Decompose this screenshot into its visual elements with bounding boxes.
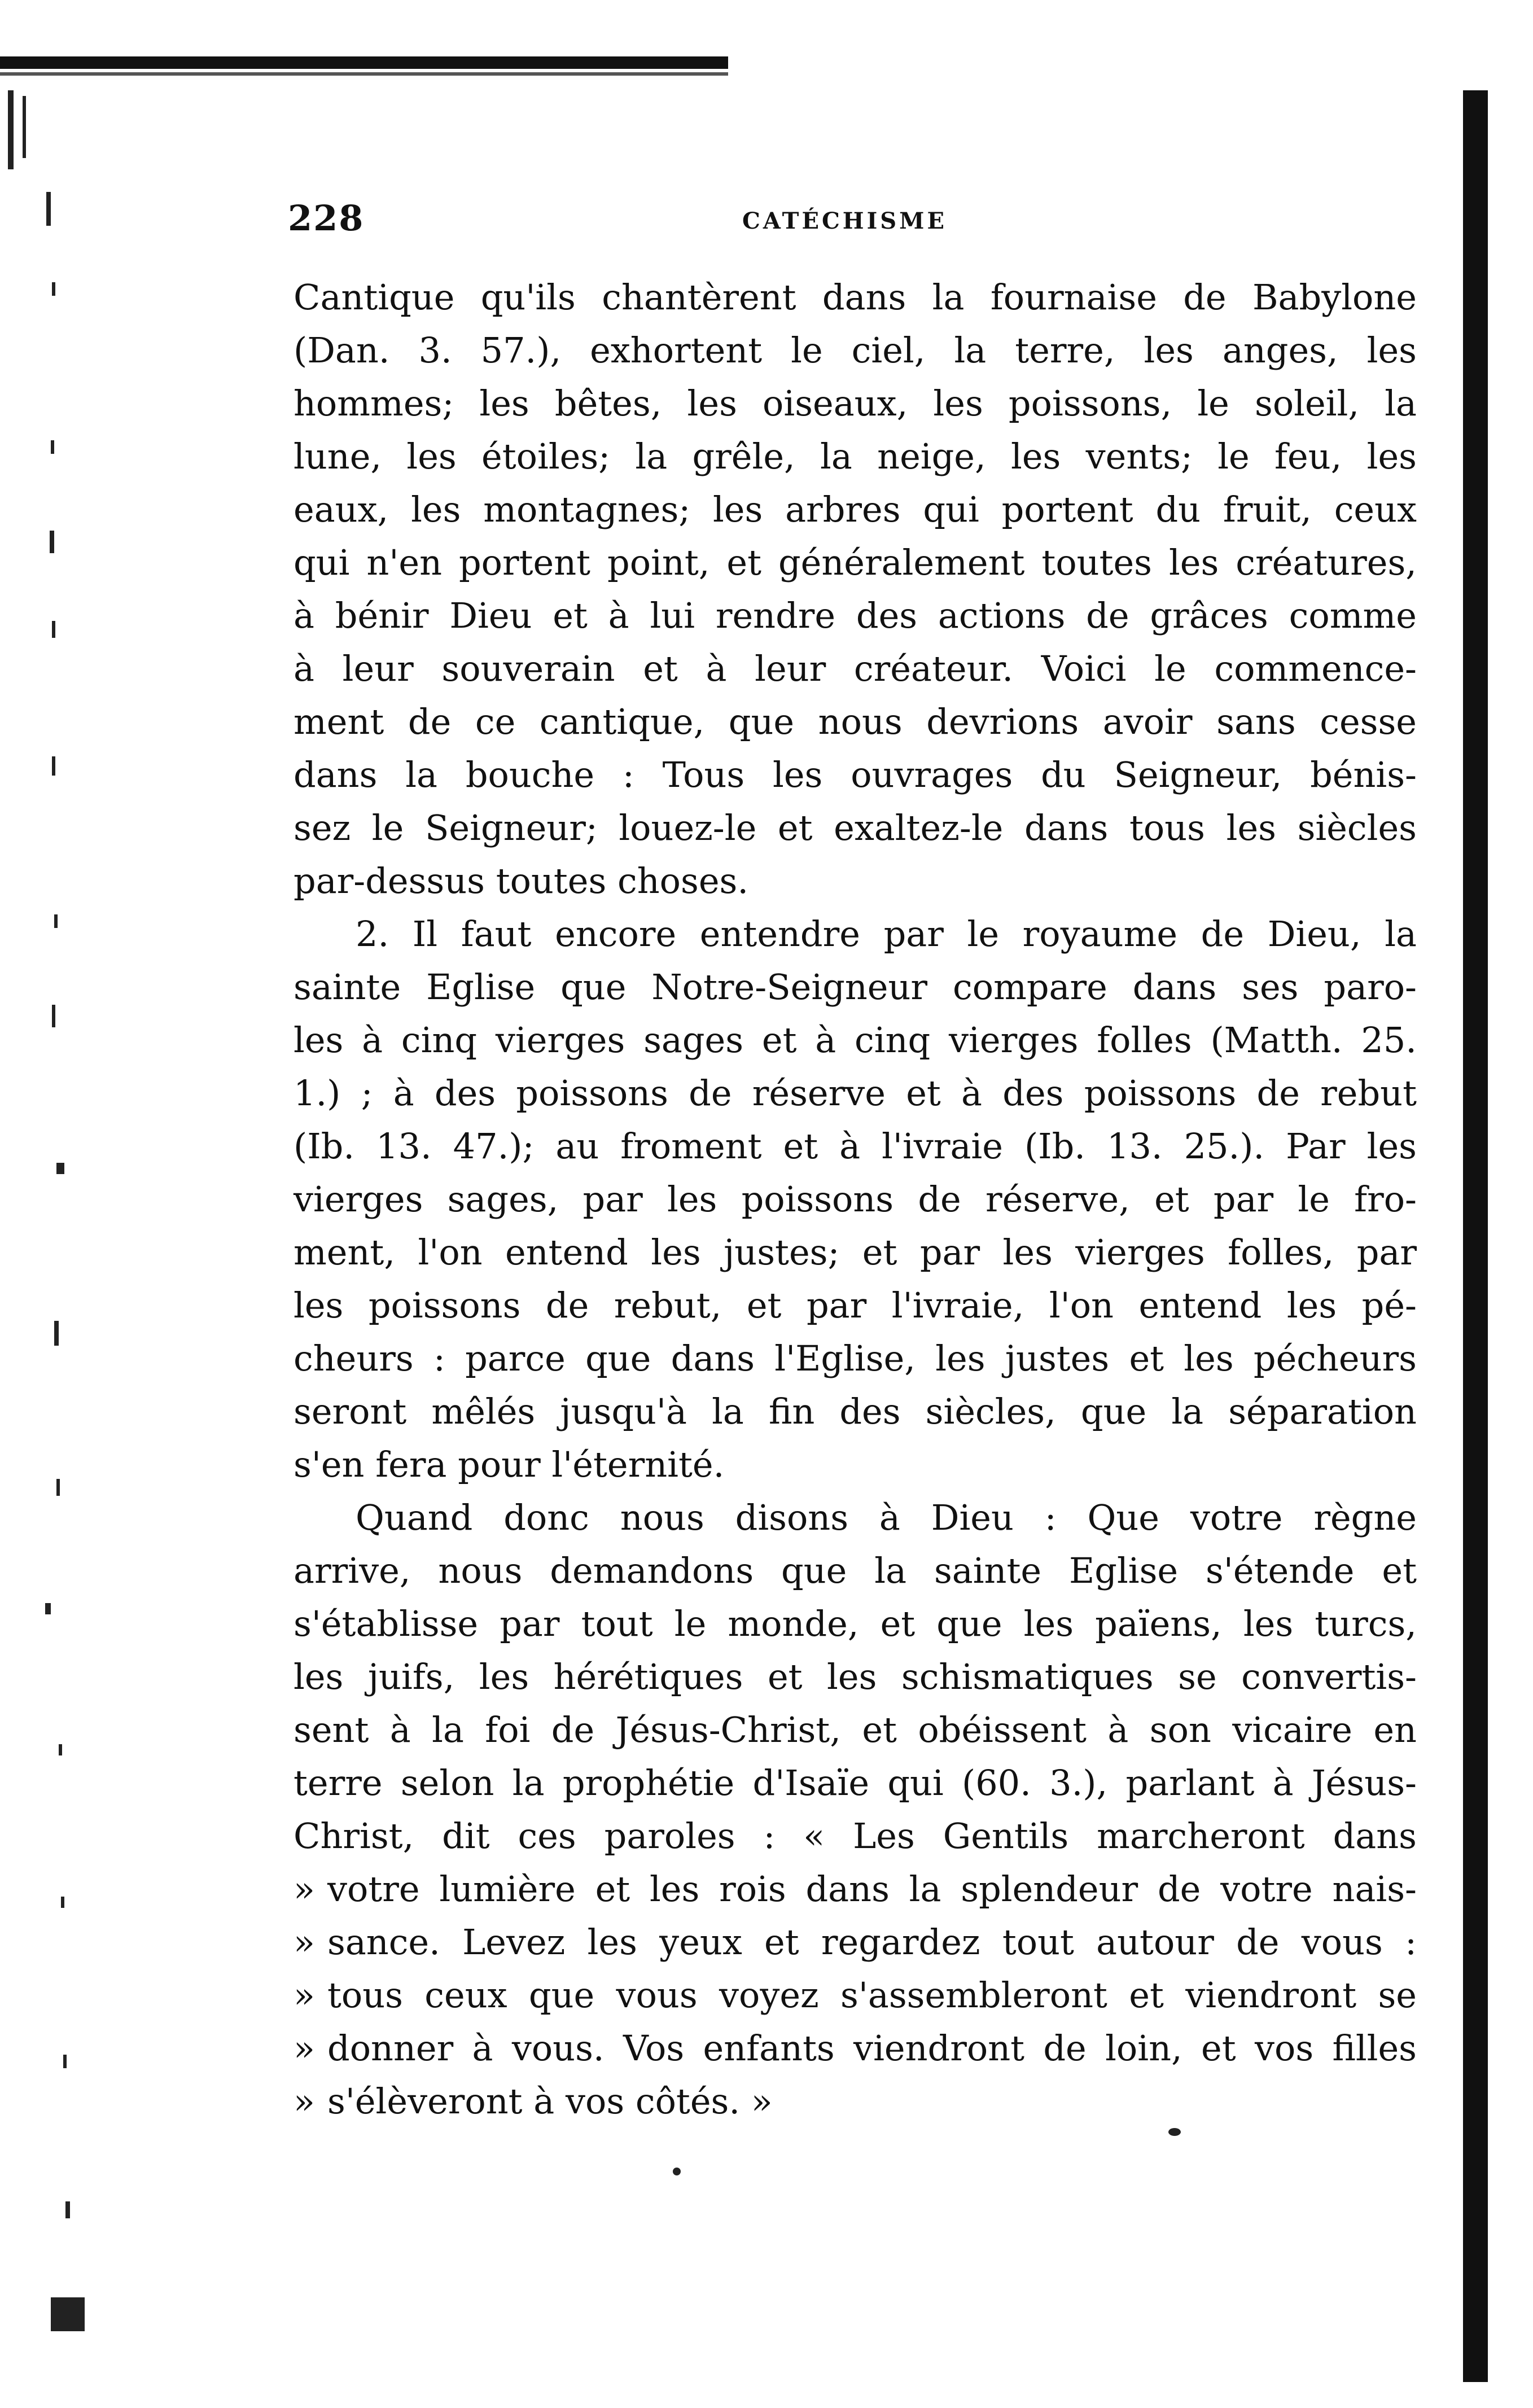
text-line: seront mêlés jusqu'à la fin des siècles, que la séparation: [294, 1391, 1417, 1432]
quote-mark: »: [294, 1921, 315, 1963]
text-line: 2. Il faut encore entendre par le royaume de Dieu, la: [356, 913, 1417, 955]
text-line: (Ib. 13. 47.); au froment et à l'ivraie (Ib. 13. 25.). Par les: [294, 1126, 1417, 1167]
body-text: [294, 271, 1417, 2128]
text-line: sainte Eglise que Notre-Seigneur compare dans ses paro-: [294, 966, 1417, 1008]
text-line: qui n'en portent point, et généralement toutes les créatures,: [294, 542, 1417, 583]
text-line: s'établisse par tout le monde, et que les païens, les turcs,: [294, 1603, 1417, 1644]
text-line: les juifs, les hérétiques et les schismatiques se convertis-: [294, 1656, 1417, 1697]
text-line: hommes; les bêtes, les oiseaux, les poissons, le soleil, la: [294, 383, 1417, 424]
quote-text: s'élèveront à vos côtés. »: [327, 2081, 773, 2122]
text-line: par-dessus toutes choses.: [294, 860, 749, 901]
scan-margin-specks: [0, 79, 85, 2393]
text-line: les à cinq vierges sages et à cinq vierges folles (Matth. 25.: [294, 1019, 1417, 1061]
text-line: à leur souverain et à leur créateur. Voici le commence-: [294, 648, 1417, 689]
ink-dot: [673, 2168, 681, 2175]
quote-mark: »: [294, 1974, 315, 2016]
text-line: s'en fera pour l'éternité.: [294, 1444, 725, 1485]
quote-text: donner à vous. Vos enfants viendront de loin, et vos filles: [327, 2028, 1417, 2069]
quote-line: [294, 1863, 1417, 1916]
quote-mark: »: [294, 2028, 315, 2069]
quote-text: sance. Levez les yeux et regardez tout autour de vous :: [327, 1921, 1417, 1963]
quote-line: [294, 1969, 1417, 2022]
text-line: vierges sages, par les poissons de réserve, et par le fro-: [294, 1179, 1417, 1220]
text-line: sez le Seigneur; louez-le et exaltez-le dans tous les siècles: [294, 807, 1417, 848]
text-line: à bénir Dieu et à lui rendre des actions de grâces comme: [294, 595, 1417, 636]
text-line: lune, les étoiles; la grêle, la neige, les vents; le feu, les: [294, 436, 1417, 477]
text-line: cheurs : parce que dans l'Eglise, les justes et les pécheurs: [294, 1338, 1417, 1379]
text-line: eaux, les montagnes; les arbres qui portent du fruit, ceux: [294, 489, 1417, 530]
scan-border-top: [0, 56, 728, 69]
quote-line: [294, 1916, 1417, 1969]
text-line: Christ, dit ces paroles : « Les Gentils marcheront dans: [294, 1815, 1417, 1857]
page-number: 228: [288, 198, 365, 239]
page-header: [288, 198, 1405, 248]
text-line: Cantique qu'ils chantèrent dans la fournaise de Babylone: [294, 277, 1417, 318]
quote-line: [294, 2075, 1417, 2128]
running-head: CATÉCHISME: [742, 208, 947, 234]
text-line: 1.) ; à des poissons de réserve et à des poissons de rebut: [294, 1072, 1417, 1114]
text-line: arrive, nous demandons que la sainte Eglise s'étende et: [294, 1550, 1417, 1591]
text-line: les poissons de rebut, et par l'ivraie, l'on entend les pé-: [294, 1285, 1417, 1326]
text-line: Quand donc nous disons à Dieu : Que votre règne: [356, 1497, 1417, 1538]
text-line: dans la bouche : Tous les ouvrages du Seigneur, bénis-: [294, 754, 1417, 795]
scan-border-top-thin: [0, 72, 728, 76]
quote-mark: »: [294, 1868, 315, 1910]
text-line: ment de ce cantique, que nous devrions avoir sans cesse: [294, 701, 1417, 742]
quote-text: tous ceux que vous voyez s'assembleront et viendront se: [327, 1974, 1417, 2016]
text-line: (Dan. 3. 57.), exhortent le ciel, la terre, les anges, les: [294, 330, 1417, 371]
text-line: sent à la foi de Jésus-Christ, et obéissent à son vicaire en: [294, 1709, 1417, 1750]
quote-text: votre lumière et les rois dans la splendeur de votre nais-: [327, 1868, 1417, 1910]
quote-mark: »: [294, 2081, 315, 2122]
text-line: terre selon la prophétie d'Isaïe qui (60. 3.), parlant à Jésus-: [294, 1762, 1417, 1803]
scan-border-right: [1463, 90, 1488, 2382]
quote-line: [294, 2022, 1417, 2075]
ink-blot: [1168, 2128, 1181, 2136]
text-line: ment, l'on entend les justes; et par les vierges folles, par: [294, 1232, 1417, 1273]
